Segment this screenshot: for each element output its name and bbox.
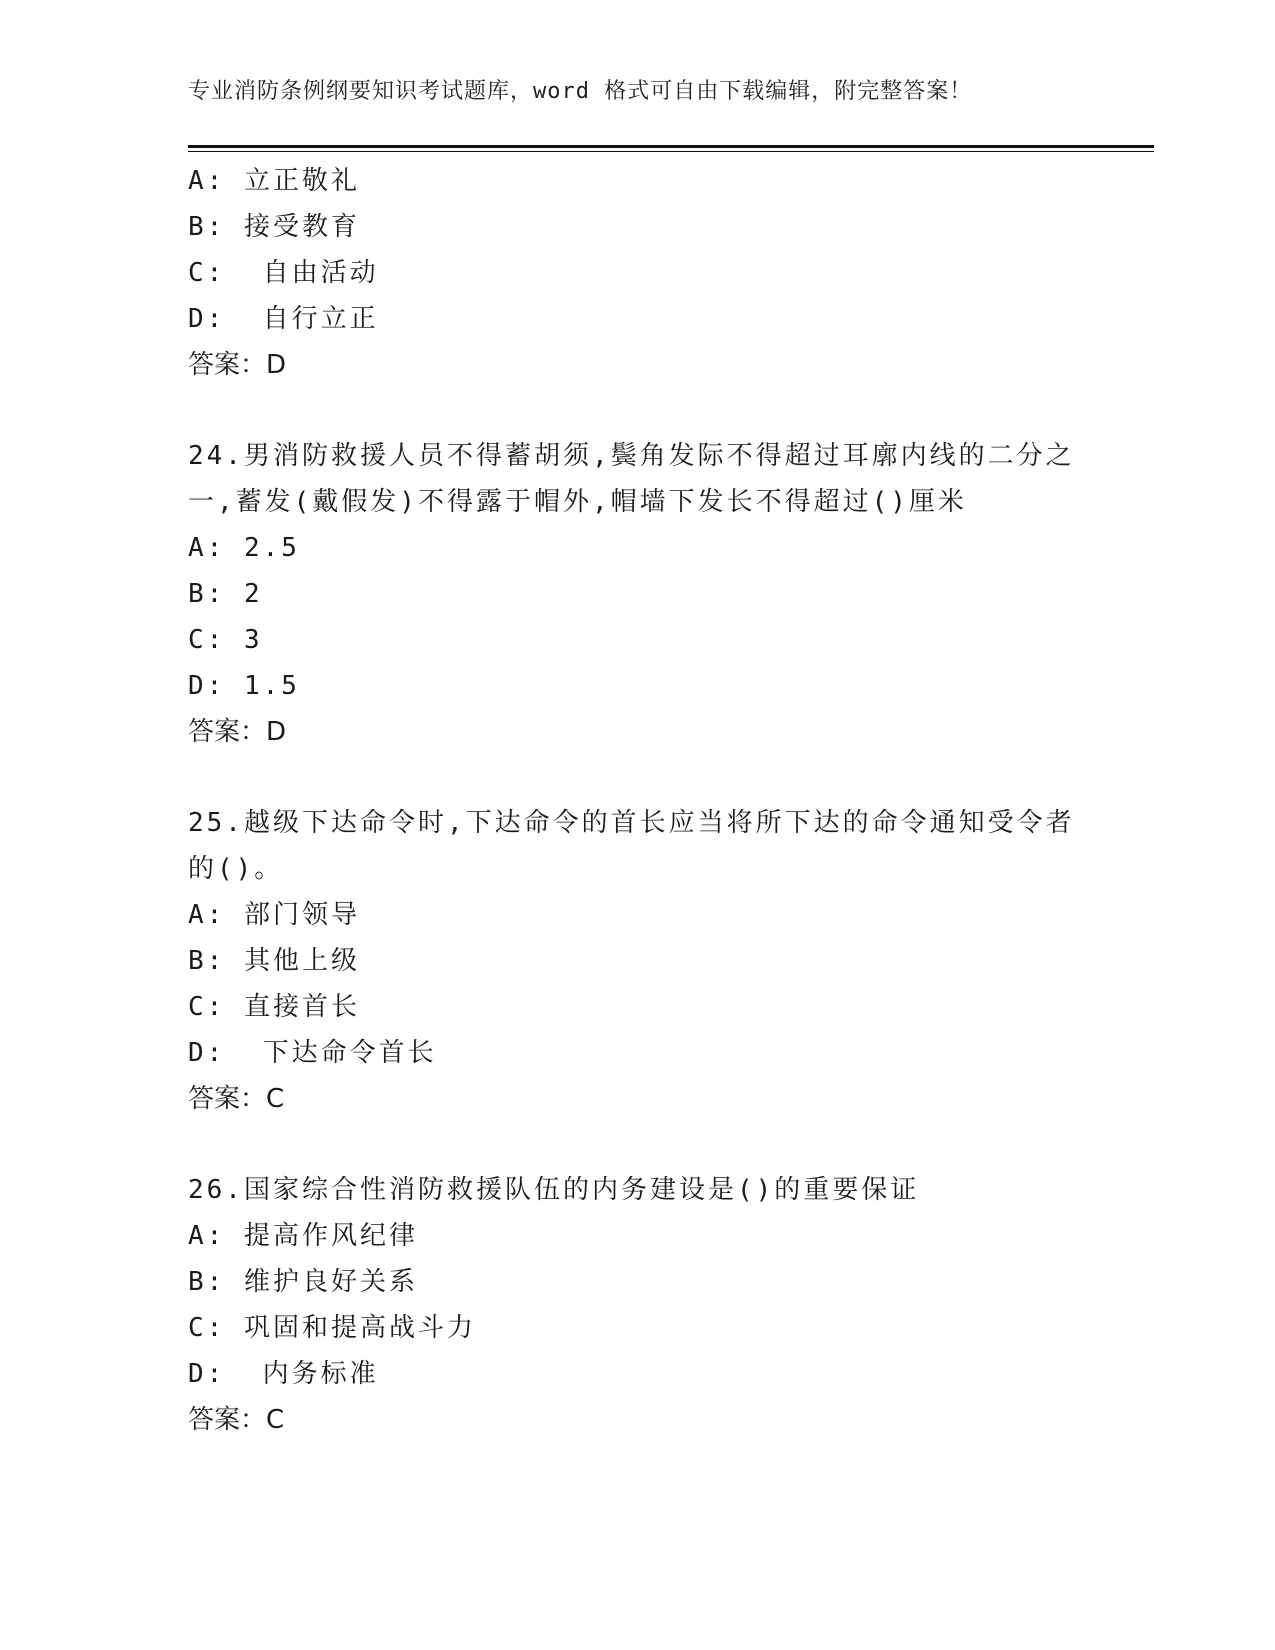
question-stem-line: 26.国家综合性消防救援队伍的内务建设是()的重要保证 (188, 1175, 920, 1205)
question-stem-line: 的()。 (188, 854, 284, 884)
header-rule-thin (188, 151, 1154, 152)
option-b: B: 其他上级 (188, 946, 360, 976)
option-c: C: 巩固和提高战斗力 (188, 1313, 476, 1343)
option-a: A: 2.5 (188, 533, 300, 563)
answer-line: 答案：C (188, 1084, 285, 1114)
answer-line: 答案：D (188, 717, 287, 747)
option-a: A: 提高作风纪律 (188, 1221, 418, 1251)
answer-line: 答案：D (188, 350, 287, 380)
option-d: D: 自行立正 (188, 304, 379, 334)
option-c: C: 直接首长 (188, 992, 360, 1022)
option-b: B: 接受教育 (188, 212, 360, 242)
document-header: 专业消防条例纲要知识考试题库，word 格式可自由下载编辑，附完整答案！ (188, 79, 973, 104)
option-c: C: 3 (188, 625, 263, 655)
option-c: C: 自由活动 (188, 258, 379, 288)
option-d: D: 下达命令首长 (188, 1038, 437, 1068)
question-stem-line: 25.越级下达命令时,下达命令的首长应当将所下达的命令通知受令者 (188, 808, 1075, 838)
question-stem-line: 一,蓄发(戴假发)不得露于帽外,帽墙下发长不得超过()厘米 (188, 487, 967, 517)
option-a: A: 部门领导 (188, 900, 360, 930)
question-23 (188, 158, 1088, 388)
question-24 (188, 433, 1088, 755)
option-b: B: 2 (188, 579, 263, 609)
question-stem-line: 24.男消防救援人员不得蓄胡须,鬓角发际不得超过耳廓内线的二分之 (188, 441, 1075, 471)
header-rule-thick (188, 145, 1154, 148)
option-b: B: 维护良好关系 (188, 1267, 418, 1297)
answer-line: 答案：C (188, 1405, 285, 1435)
option-d: D: 1.5 (188, 671, 300, 701)
question-list (188, 158, 1088, 1443)
option-a: A: 立正敬礼 (188, 166, 360, 196)
option-d: D: 内务标准 (188, 1359, 379, 1389)
question-26 (188, 1167, 1088, 1443)
question-25 (188, 800, 1088, 1122)
